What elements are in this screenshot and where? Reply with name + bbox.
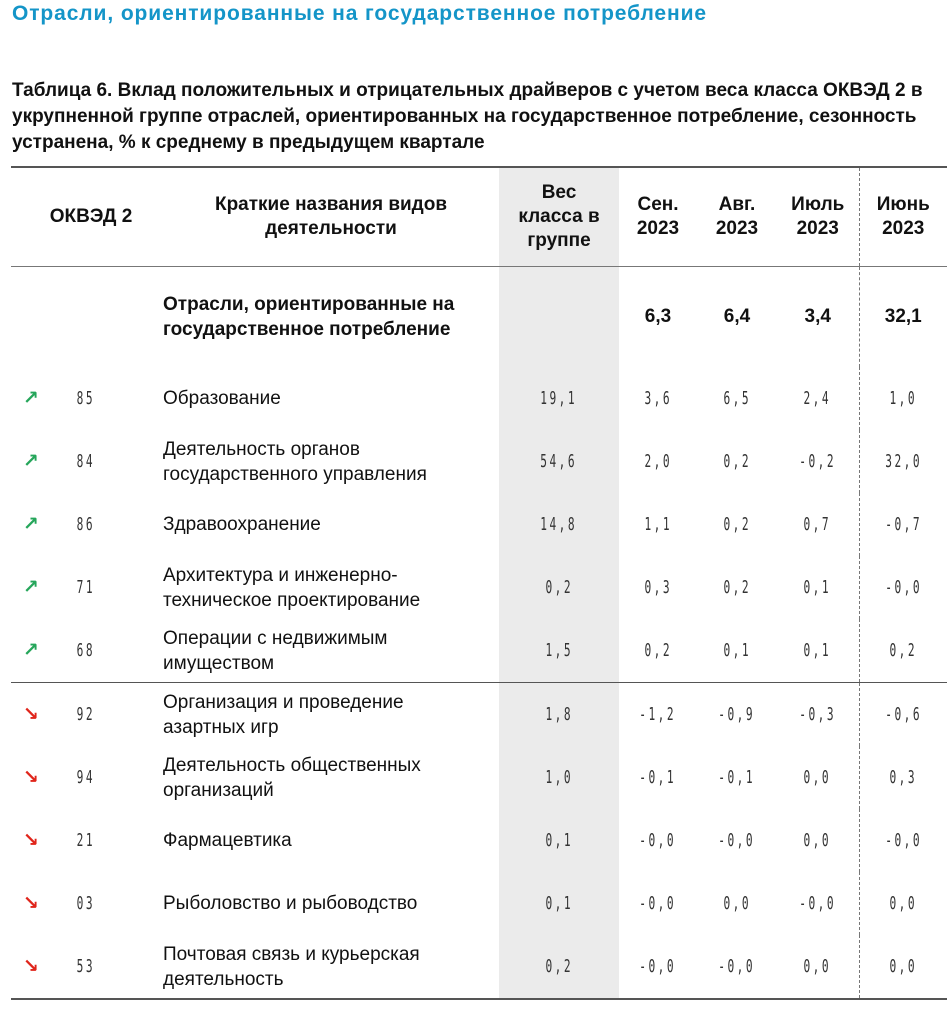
arrow-down-right-icon: ↘ [23, 893, 39, 914]
header-jul: Июль 2023 [777, 167, 859, 267]
header-aug: Авг. 2023 [697, 167, 777, 267]
weight-cell-cell [499, 872, 619, 935]
sep-value: -0,0 [639, 892, 677, 914]
activity-name: Образование [163, 388, 281, 409]
jun-value-cell [859, 430, 947, 493]
jul-value-cell [777, 430, 859, 493]
okved-code: 21 [76, 829, 96, 851]
page-heading: Отрасли, ориентированные на государственное потребление [12, 2, 707, 25]
jul-value: 0,0 [803, 829, 832, 851]
jun-value: 0,2 [889, 639, 918, 661]
activity-name: Рыболовство и рыбоводство [163, 893, 418, 914]
jun-value-cell [859, 746, 947, 809]
aug-value-cell [697, 430, 777, 493]
jun-value-cell [859, 683, 947, 747]
okved-code: 71 [76, 576, 96, 598]
okved-code: 84 [76, 450, 96, 472]
sep-value: -1,2 [639, 703, 677, 725]
aug-value: -0,9 [718, 703, 756, 725]
aug-value: 0,2 [723, 450, 751, 472]
arrow-down-right-icon: ↘ [23, 767, 39, 788]
okved-code: 68 [76, 639, 96, 661]
header-jun: Июнь 2023 [859, 167, 947, 267]
header-names: Краткие названия видов деятельности [163, 167, 499, 267]
jun-value: 0,3 [889, 766, 918, 788]
aug-value: 0,2 [723, 576, 751, 598]
table-row [11, 430, 947, 493]
aug-value-cell [697, 809, 777, 872]
jul-value: 0,0 [803, 766, 832, 788]
jul-value: -0,2 [799, 450, 837, 472]
sep-value: 2,0 [644, 450, 672, 472]
weight-cell-cell [499, 683, 619, 747]
jul-value: 2,4 [803, 387, 832, 409]
arrow-up-right-icon: ↗ [23, 514, 39, 535]
summary-row [11, 267, 947, 368]
jul-value: 0,1 [803, 576, 832, 598]
weight-cell: 1,8 [545, 703, 573, 725]
arrow-up-right-icon: ↗ [23, 451, 39, 472]
table-row [11, 872, 947, 935]
jun-value-cell [859, 619, 947, 683]
aug-value: 0,2 [723, 513, 751, 535]
aug-value-cell [697, 556, 777, 619]
sep-value: 1,1 [644, 513, 672, 535]
jul-value-cell [777, 619, 859, 683]
header-sep: Сен. 2023 [619, 167, 697, 267]
arrow-up-right-icon: ↗ [23, 577, 39, 598]
jul-value-cell [777, 493, 859, 556]
jun-value: -0,0 [884, 829, 922, 851]
table-header [11, 167, 947, 267]
aug-value-cell [697, 493, 777, 556]
okved-code-cell [51, 556, 163, 619]
weight-cell-cell [499, 809, 619, 872]
aug-value: -0,0 [718, 955, 756, 977]
summary-sep: 6,3 [644, 306, 672, 327]
sep-value: 3,6 [644, 387, 672, 409]
table-row [11, 935, 947, 999]
jul-value: -0,3 [799, 703, 837, 725]
aug-value-cell [697, 367, 777, 430]
weight-cell-cell [499, 935, 619, 999]
weight-cell: 14,8 [540, 513, 578, 535]
okved-code-cell [51, 872, 163, 935]
weight-cell: 0,2 [545, 955, 573, 977]
jun-value-cell [859, 809, 947, 872]
jul-value-cell [777, 746, 859, 809]
jun-value: 1,0 [889, 387, 918, 409]
sep-value: -0,0 [639, 829, 677, 851]
jun-value: 0,0 [889, 955, 918, 977]
header-weight: Вес класса в группе [499, 167, 619, 267]
activity-name: Почтовая связь и курьерская деятельность [163, 935, 499, 999]
activity-name: Операции с недвижимым имуществом [163, 627, 388, 674]
sep-value: -0,0 [639, 955, 677, 977]
okved-code-cell [51, 619, 163, 683]
okved-code: 92 [76, 703, 96, 725]
jun-value: -0,0 [884, 576, 922, 598]
aug-value-cell [697, 935, 777, 999]
table-row [11, 809, 947, 872]
weight-cell-cell [499, 493, 619, 556]
weight-cell: 54,6 [540, 450, 578, 472]
table-row [11, 746, 947, 809]
jun-value-cell [859, 367, 947, 430]
aug-value: -0,1 [718, 766, 756, 788]
arrow-up-right-icon: ↗ [23, 388, 39, 409]
summary-jul: 3,4 [804, 306, 831, 327]
okved-code: 85 [76, 387, 96, 409]
table-row [11, 683, 947, 747]
aug-value: 0,0 [723, 892, 751, 914]
jun-value-cell [859, 556, 947, 619]
aug-value-cell [697, 746, 777, 809]
weight-cell: 1,0 [545, 766, 573, 788]
jun-value: 32,0 [884, 450, 922, 472]
jul-value: -0,0 [799, 892, 837, 914]
drivers-table [11, 166, 947, 1000]
sep-value: -0,1 [639, 766, 677, 788]
jul-value-cell [777, 872, 859, 935]
weight-cell-cell [499, 430, 619, 493]
table-body [11, 267, 947, 1000]
header-okved: ОКВЭД 2 [11, 167, 163, 267]
weight-cell: 0,1 [545, 829, 573, 851]
jul-value-cell [777, 809, 859, 872]
summary-aug: 6,4 [723, 306, 751, 327]
okved-code-cell [51, 683, 163, 747]
sep-value-cell [619, 935, 697, 999]
table-row [11, 619, 947, 683]
weight-cell: 0,2 [545, 576, 573, 598]
sep-value-cell [619, 746, 697, 809]
jul-value-cell [777, 556, 859, 619]
sep-value-cell [619, 619, 697, 683]
okved-code-cell [51, 493, 163, 556]
activity-name: Здравоохранение [163, 514, 321, 535]
activity-name: Фармацевтика [163, 830, 292, 851]
jul-value: 0,7 [803, 513, 832, 535]
weight-cell-cell [499, 556, 619, 619]
weight-cell: 1,5 [545, 639, 573, 661]
jun-value: -0,6 [884, 703, 922, 725]
sep-value-cell [619, 872, 697, 935]
okved-code-cell [51, 367, 163, 430]
arrow-down-right-icon: ↘ [11, 935, 51, 999]
sep-value-cell [619, 683, 697, 747]
aug-value-cell [697, 872, 777, 935]
jul-value-cell [777, 683, 859, 747]
okved-code-cell [51, 746, 163, 809]
aug-value: -0,0 [718, 829, 756, 851]
okved-code-cell [51, 809, 163, 872]
activity-name: Организация и проведение азартных игр [163, 683, 499, 747]
jun-value: -0,7 [884, 513, 922, 535]
table-row [11, 493, 947, 556]
sep-value-cell [619, 367, 697, 430]
jul-value: 0,1 [803, 639, 832, 661]
sep-value-cell [619, 430, 697, 493]
okved-code-cell [51, 935, 163, 999]
okved-code-cell [51, 430, 163, 493]
aug-value: 6,5 [723, 387, 751, 409]
weight-cell: 0,1 [545, 892, 573, 914]
aug-value-cell [697, 619, 777, 683]
jun-value-cell [859, 493, 947, 556]
aug-value-cell [697, 683, 777, 747]
weight-cell-cell [499, 619, 619, 683]
table-row [11, 367, 947, 430]
okved-code: 03 [76, 892, 96, 914]
weight-cell-cell [499, 746, 619, 809]
jul-value: 0,0 [803, 955, 832, 977]
sep-value: 0,3 [644, 576, 672, 598]
jul-value-cell [777, 935, 859, 999]
sep-value-cell [619, 493, 697, 556]
weight-cell: 19,1 [540, 387, 578, 409]
summary-jun: 32,1 [859, 267, 947, 368]
sep-value-cell [619, 556, 697, 619]
activity-name: Деятельность общественных организаций [163, 754, 421, 801]
arrow-up-right-icon: ↗ [23, 640, 39, 661]
table-caption: Таблица 6. Вклад положительных и отрицательных драйверов с учетом веса класса ОКВЭД 2 в укрупненной группе отраслей, ориентированных на государственное потребление, сезонность устранена, % к среднему в предыдущем квартале [12, 80, 923, 153]
sep-value-cell [619, 809, 697, 872]
jul-value-cell [777, 367, 859, 430]
okved-code: 86 [76, 513, 96, 535]
jun-value: 0,0 [889, 892, 918, 914]
jun-value-cell [859, 872, 947, 935]
activity-name: Архитектура и инженерно-техническое проектирование [163, 564, 421, 611]
okved-code: 94 [76, 766, 96, 788]
summary-name: Отрасли, ориентированные на государственное потребление [163, 294, 455, 340]
arrow-down-right-icon: ↘ [23, 830, 39, 851]
activity-name: Деятельность органов государственного управления [163, 438, 427, 485]
weight-cell-cell [499, 367, 619, 430]
arrow-down-right-icon: ↘ [11, 683, 51, 747]
table-row [11, 556, 947, 619]
aug-value: 0,1 [723, 639, 751, 661]
sep-value: 0,2 [644, 639, 672, 661]
okved-code: 53 [76, 955, 96, 977]
jun-value-cell [859, 935, 947, 999]
